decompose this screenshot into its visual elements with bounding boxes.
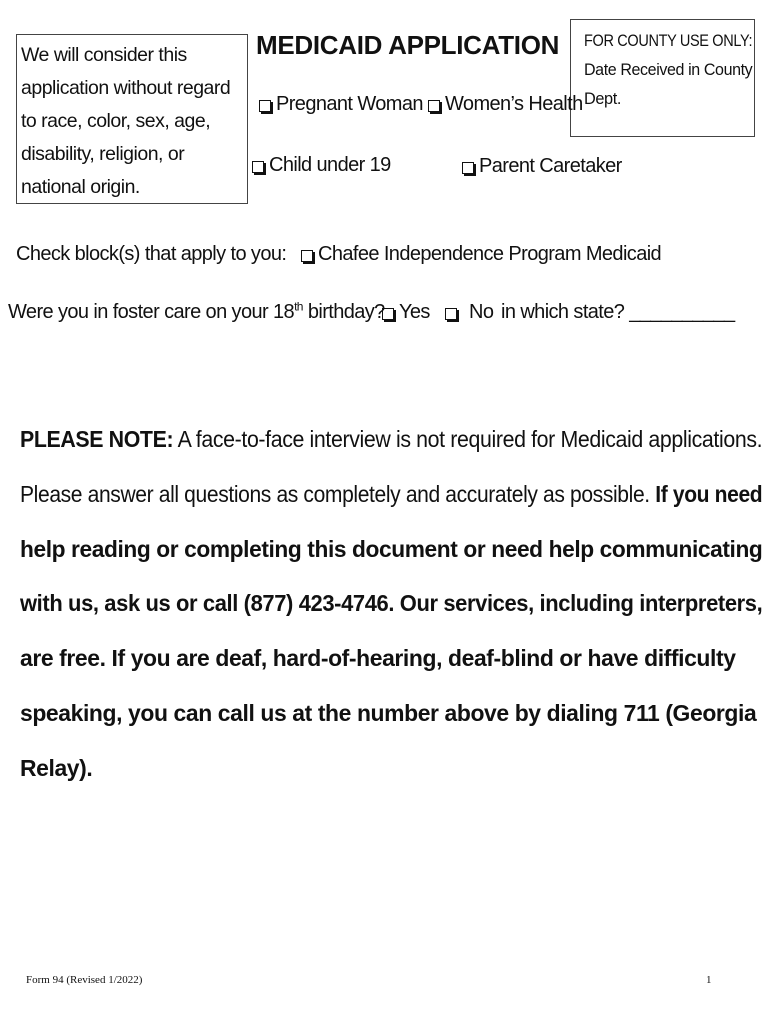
- foster-question-text: Were you in foster care on your 18: [8, 301, 295, 323]
- option-label: Pregnant Woman: [276, 93, 423, 115]
- note-line: [20, 412, 762, 467]
- note-line: are free. If you are deaf, hard-of-hearing, deaf-blind or have difficulty: [20, 645, 736, 672]
- nondiscrimination-box: [16, 34, 248, 204]
- ordinal-suffix: th: [294, 299, 303, 314]
- form-number: Form 94 (Revised 1/2022): [26, 974, 143, 986]
- nondiscrimination-line: disability, religion, or: [21, 143, 185, 165]
- page-title: MEDICAID APPLICATION: [256, 30, 560, 60]
- check-block-prompt: Check block(s) that apply to you:: [16, 243, 287, 265]
- option-label: Parent Caretaker: [479, 155, 622, 177]
- checkbox[interactable]: [462, 162, 474, 174]
- note-line: with us, ask us or call (877) 423-4746. Our services, including interpreters,: [20, 590, 763, 617]
- checkbox[interactable]: [259, 100, 271, 112]
- foster-question-text: birthday?: [302, 301, 385, 323]
- note-label: PLEASE NOTE:: [20, 426, 174, 452]
- checkbox[interactable]: [445, 308, 457, 320]
- note-line: help reading or completing this document or need help communicating: [20, 535, 763, 562]
- checkbox[interactable]: [301, 250, 313, 262]
- note-text: Please answer all questions as completely and accurately as possible.: [20, 480, 656, 507]
- option-pregnant-woman[interactable]: [259, 93, 423, 116]
- option-label: Women’s Health: [445, 93, 583, 115]
- nondiscrimination-line: national origin.: [21, 176, 140, 198]
- checkbox[interactable]: [428, 100, 440, 112]
- note-line: Relay).: [20, 754, 93, 781]
- option-label: No: [469, 301, 494, 323]
- option-label: Child under 19: [269, 154, 391, 176]
- option-parent-caretaker[interactable]: [462, 155, 622, 178]
- nondiscrimination-line: We will consider this: [21, 44, 187, 66]
- county-use-line: Dept.: [584, 90, 621, 108]
- option-chafee[interactable]: [301, 243, 661, 266]
- checkbox[interactable]: [382, 308, 394, 320]
- note-line: speaking, you can call us at the number above by dialing 711 (Georgia: [20, 699, 757, 726]
- county-use-heading: FOR COUNTY USE ONLY:: [584, 32, 753, 50]
- page-number: 1: [706, 974, 712, 986]
- option-label: Yes: [399, 301, 430, 323]
- note-line: [20, 467, 762, 522]
- nondiscrimination-line: application without regard: [21, 77, 231, 99]
- option-foster-no[interactable]: [445, 301, 493, 324]
- county-use-box: [570, 19, 755, 137]
- option-label: Chafee Independence Program Medicaid: [318, 243, 662, 265]
- county-use-line: Date Received in County: [584, 61, 753, 79]
- option-womens-health[interactable]: [428, 93, 583, 116]
- checkbox[interactable]: [252, 161, 264, 173]
- please-note-paragraph: [20, 412, 765, 796]
- foster-care-question: [8, 301, 385, 324]
- nondiscrimination-line: to race, color, sex, age,: [21, 110, 211, 132]
- state-field[interactable]: in which state? __________: [501, 301, 735, 323]
- note-text: A face-to-face interview is not required for Medicaid applications.: [173, 426, 763, 452]
- option-foster-yes[interactable]: [382, 301, 430, 324]
- option-child-under-19[interactable]: [252, 154, 391, 177]
- note-text-bold: If you need: [655, 480, 763, 507]
